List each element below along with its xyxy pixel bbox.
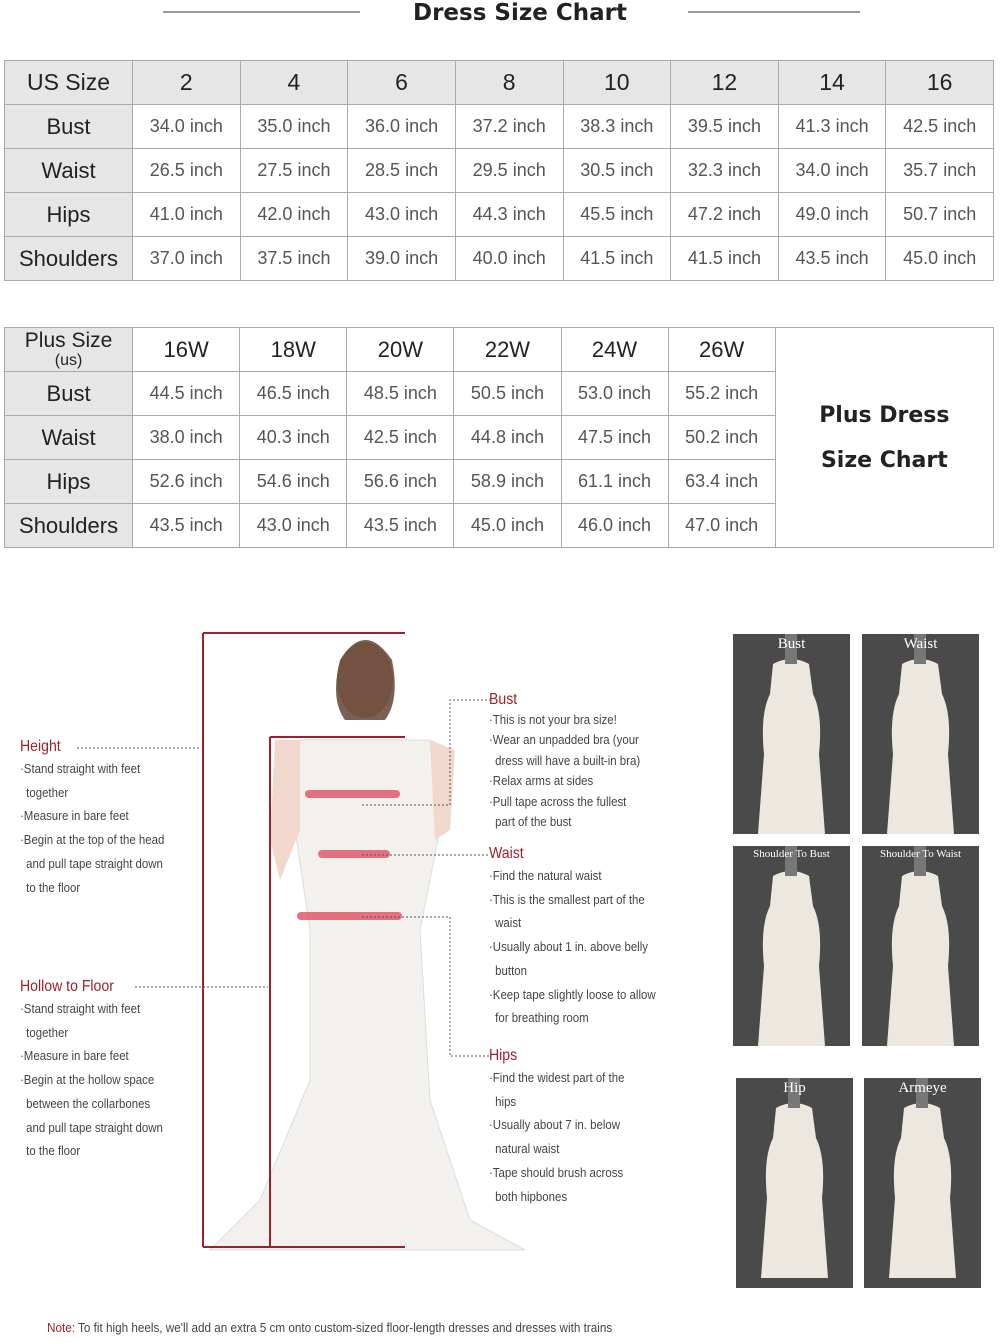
table-cell: 39.5 inch xyxy=(671,105,779,149)
instruction-line: ·Find the widest part of the xyxy=(489,1070,625,1085)
table-cell: 45.0 inch xyxy=(454,504,561,548)
size-column-header: 16 xyxy=(886,61,994,105)
mannequin-icon xyxy=(862,634,979,834)
row-label: Hips xyxy=(5,460,133,504)
hips-heading: Hips xyxy=(489,1047,518,1064)
bust-heading: Bust xyxy=(489,691,518,708)
table-row xyxy=(5,105,994,149)
table-cell: 32.3 inch xyxy=(671,149,779,193)
size-column-header: 24W xyxy=(561,328,668,372)
table-cell: 61.1 inch xyxy=(561,460,668,504)
instruction-line: both hipbones xyxy=(495,1188,568,1204)
table-cell: 28.5 inch xyxy=(348,149,456,193)
waist-instructions xyxy=(489,844,656,1030)
photo-label: Shoulder To Waist xyxy=(879,848,962,860)
instruction-line: ·This is not your bra size! xyxy=(489,712,617,727)
instruction-line: ·Usually about 1 in. above belly xyxy=(489,939,648,955)
mannequin-icon xyxy=(736,1078,853,1288)
instruction-line: ·Stand straight with feet xyxy=(20,1001,141,1016)
instruction-line: and pull tape straight down xyxy=(26,855,163,871)
instruction-line: ·Begin at the hollow space xyxy=(20,1072,155,1088)
measurement-photo xyxy=(862,846,979,1046)
instruction-line: natural waist xyxy=(495,1141,560,1157)
table-row xyxy=(5,193,994,237)
instruction-line: ·Wear an unpadded bra (your xyxy=(489,732,639,748)
instruction-line: and pull tape straight down xyxy=(26,1119,163,1135)
plus-chart-side-label xyxy=(775,328,993,548)
size-header: US Size xyxy=(5,61,133,105)
table-header-row xyxy=(5,328,994,372)
size-column-header: 6 xyxy=(348,61,456,105)
size-column-header: 14 xyxy=(778,61,886,105)
table-cell: 46.5 inch xyxy=(240,372,347,416)
bust-instructions xyxy=(489,690,640,832)
row-label: Waist xyxy=(5,149,133,193)
table-cell: 34.0 inch xyxy=(133,105,241,149)
table-cell: 42.0 inch xyxy=(240,193,348,237)
instruction-line: together xyxy=(26,784,69,800)
table-cell: 47.2 inch xyxy=(671,193,779,237)
instruction-line: ·Stand straight with feet xyxy=(20,761,141,776)
table-cell: 50.5 inch xyxy=(454,372,561,416)
mannequin-icon xyxy=(733,634,850,834)
instruction-line: to the floor xyxy=(26,1143,81,1159)
dress-illustration xyxy=(210,640,525,1250)
hips-instructions xyxy=(489,1046,624,1208)
table-cell: 35.7 inch xyxy=(886,149,994,193)
instruction-line: ·Measure in bare feet xyxy=(20,808,129,824)
table-cell: 41.5 inch xyxy=(563,237,671,281)
instruction-line: between the collarbones xyxy=(26,1095,151,1111)
table-cell: 55.2 inch xyxy=(668,372,775,416)
table-cell: 38.0 inch xyxy=(133,416,240,460)
table-cell: 26.5 inch xyxy=(133,149,241,193)
size-column-header: 22W xyxy=(454,328,561,372)
photo-label: Bust xyxy=(777,636,806,652)
instruction-line: dress will have a built-in bra) xyxy=(495,752,641,768)
note-text: To fit high heels, we'll add an extra 5 cm onto custom-sized floor-length dresses and dresses with trains xyxy=(74,1320,613,1335)
measurement-photo xyxy=(736,1078,853,1288)
table-cell: 35.0 inch xyxy=(240,105,348,149)
table-cell: 40.0 inch xyxy=(455,237,563,281)
table-cell: 41.0 inch xyxy=(133,193,241,237)
size-column-header: 2 xyxy=(133,61,241,105)
table-cell: 27.5 inch xyxy=(240,149,348,193)
row-label: Bust xyxy=(5,105,133,149)
table-cell: 44.8 inch xyxy=(454,416,561,460)
size-column-header: 4 xyxy=(240,61,348,105)
size-column-header: 20W xyxy=(347,328,454,372)
table-header-row xyxy=(5,61,994,105)
measurement-photo xyxy=(864,1078,981,1288)
table-cell: 47.0 inch xyxy=(668,504,775,548)
table-cell: 43.0 inch xyxy=(240,504,347,548)
table-row xyxy=(5,237,994,281)
table-cell: 30.5 inch xyxy=(563,149,671,193)
table-cell: 41.3 inch xyxy=(778,105,886,149)
mannequin-icon xyxy=(733,846,850,1046)
size-column-header: 10 xyxy=(563,61,671,105)
table-cell: 45.5 inch xyxy=(563,193,671,237)
us-size-table xyxy=(4,60,994,281)
table-cell: 36.0 inch xyxy=(348,105,456,149)
photo-label: Armeye xyxy=(898,1080,947,1096)
title-bar xyxy=(0,0,1000,30)
table-cell: 54.6 inch xyxy=(240,460,347,504)
height-instructions xyxy=(20,737,164,899)
table-cell: 46.0 inch xyxy=(561,504,668,548)
measurement-photo xyxy=(733,846,850,1046)
mannequin-icon xyxy=(864,1078,981,1288)
instruction-line: ·Pull tape across the fullest xyxy=(489,793,627,809)
instruction-line: button xyxy=(495,962,527,978)
note-label: Note: xyxy=(47,1320,75,1335)
instruction-line: waist xyxy=(495,915,522,931)
table-cell: 29.5 inch xyxy=(455,149,563,193)
instruction-line: part of the bust xyxy=(495,814,572,830)
table-cell: 49.0 inch xyxy=(778,193,886,237)
table-cell: 48.5 inch xyxy=(347,372,454,416)
table-cell: 45.0 inch xyxy=(886,237,994,281)
table-cell: 50.7 inch xyxy=(886,193,994,237)
size-column-header: 8 xyxy=(455,61,563,105)
size-column-header: 18W xyxy=(240,328,347,372)
table-cell: 58.9 inch xyxy=(454,460,561,504)
table-cell: 50.2 inch xyxy=(668,416,775,460)
side-label-line: Plus Dress xyxy=(819,402,950,428)
table-cell: 43.5 inch xyxy=(778,237,886,281)
footer-note xyxy=(47,1320,612,1335)
table-cell: 52.6 inch xyxy=(133,460,240,504)
side-label-line: Size Chart xyxy=(820,447,948,473)
instruction-line: ·This is the smallest part of the xyxy=(489,891,645,907)
instruction-line: for breathing room xyxy=(495,1010,589,1026)
table-cell: 38.3 inch xyxy=(563,105,671,149)
table-cell: 34.0 inch xyxy=(778,149,886,193)
instruction-line: ·Keep tape slightly loose to allow xyxy=(489,986,656,1002)
table-cell: 37.2 inch xyxy=(455,105,563,149)
plus-size-label: Plus Size xyxy=(24,328,113,352)
row-label: Shoulders xyxy=(5,237,133,281)
table-cell: 37.5 inch xyxy=(240,237,348,281)
hollow-instructions xyxy=(20,977,163,1163)
table-cell: 37.0 inch xyxy=(133,237,241,281)
waist-heading: Waist xyxy=(489,845,524,862)
table-cell: 43.5 inch xyxy=(347,504,454,548)
table-cell: 44.5 inch xyxy=(133,372,240,416)
measurement-photo xyxy=(862,634,979,834)
table-cell: 42.5 inch xyxy=(347,416,454,460)
size-column-header: 26W xyxy=(668,328,775,372)
size-column-header: 12 xyxy=(671,61,779,105)
hollow-heading: Hollow to Floor xyxy=(20,978,114,995)
plus-size-table xyxy=(4,327,994,548)
table-cell: 43.5 inch xyxy=(133,504,240,548)
instruction-line: hips xyxy=(495,1093,517,1109)
height-heading: Height xyxy=(20,738,61,755)
table-row xyxy=(5,149,994,193)
photo-label: Waist xyxy=(903,636,938,652)
table-cell: 42.5 inch xyxy=(886,105,994,149)
instruction-line: ·Begin at the top of the head xyxy=(20,832,165,848)
table-cell: 40.3 inch xyxy=(240,416,347,460)
row-label: Waist xyxy=(5,416,133,460)
instruction-line: ·Usually about 7 in. below xyxy=(489,1117,620,1133)
size-column-header: 16W xyxy=(133,328,240,372)
table-cell: 56.6 inch xyxy=(347,460,454,504)
table-cell: 43.0 inch xyxy=(348,193,456,237)
instruction-line: ·Tape should brush across xyxy=(489,1164,624,1180)
table-cell: 63.4 inch xyxy=(668,460,775,504)
table-cell: 53.0 inch xyxy=(561,372,668,416)
row-label: Hips xyxy=(5,193,133,237)
measurement-photo xyxy=(733,634,850,834)
plus-size-header xyxy=(5,328,133,372)
page-title: Dress Size Chart xyxy=(413,0,627,26)
photo-label: Shoulder To Bust xyxy=(753,848,830,860)
table-cell: 47.5 inch xyxy=(561,416,668,460)
photo-label: Hip xyxy=(783,1080,806,1096)
table-cell: 41.5 inch xyxy=(671,237,779,281)
instruction-line: ·Measure in bare feet xyxy=(20,1048,129,1064)
plus-size-sublabel: (us) xyxy=(54,351,83,369)
instruction-line: to the floor xyxy=(26,879,81,895)
instruction-line: ·Find the natural waist xyxy=(489,868,602,883)
table-cell: 39.0 inch xyxy=(348,237,456,281)
table-cell: 44.3 inch xyxy=(455,193,563,237)
instruction-line: ·Relax arms at sides xyxy=(489,773,594,789)
row-label: Shoulders xyxy=(5,504,133,548)
instruction-line: together xyxy=(26,1024,69,1040)
mannequin-icon xyxy=(862,846,979,1046)
row-label: Bust xyxy=(5,372,133,416)
